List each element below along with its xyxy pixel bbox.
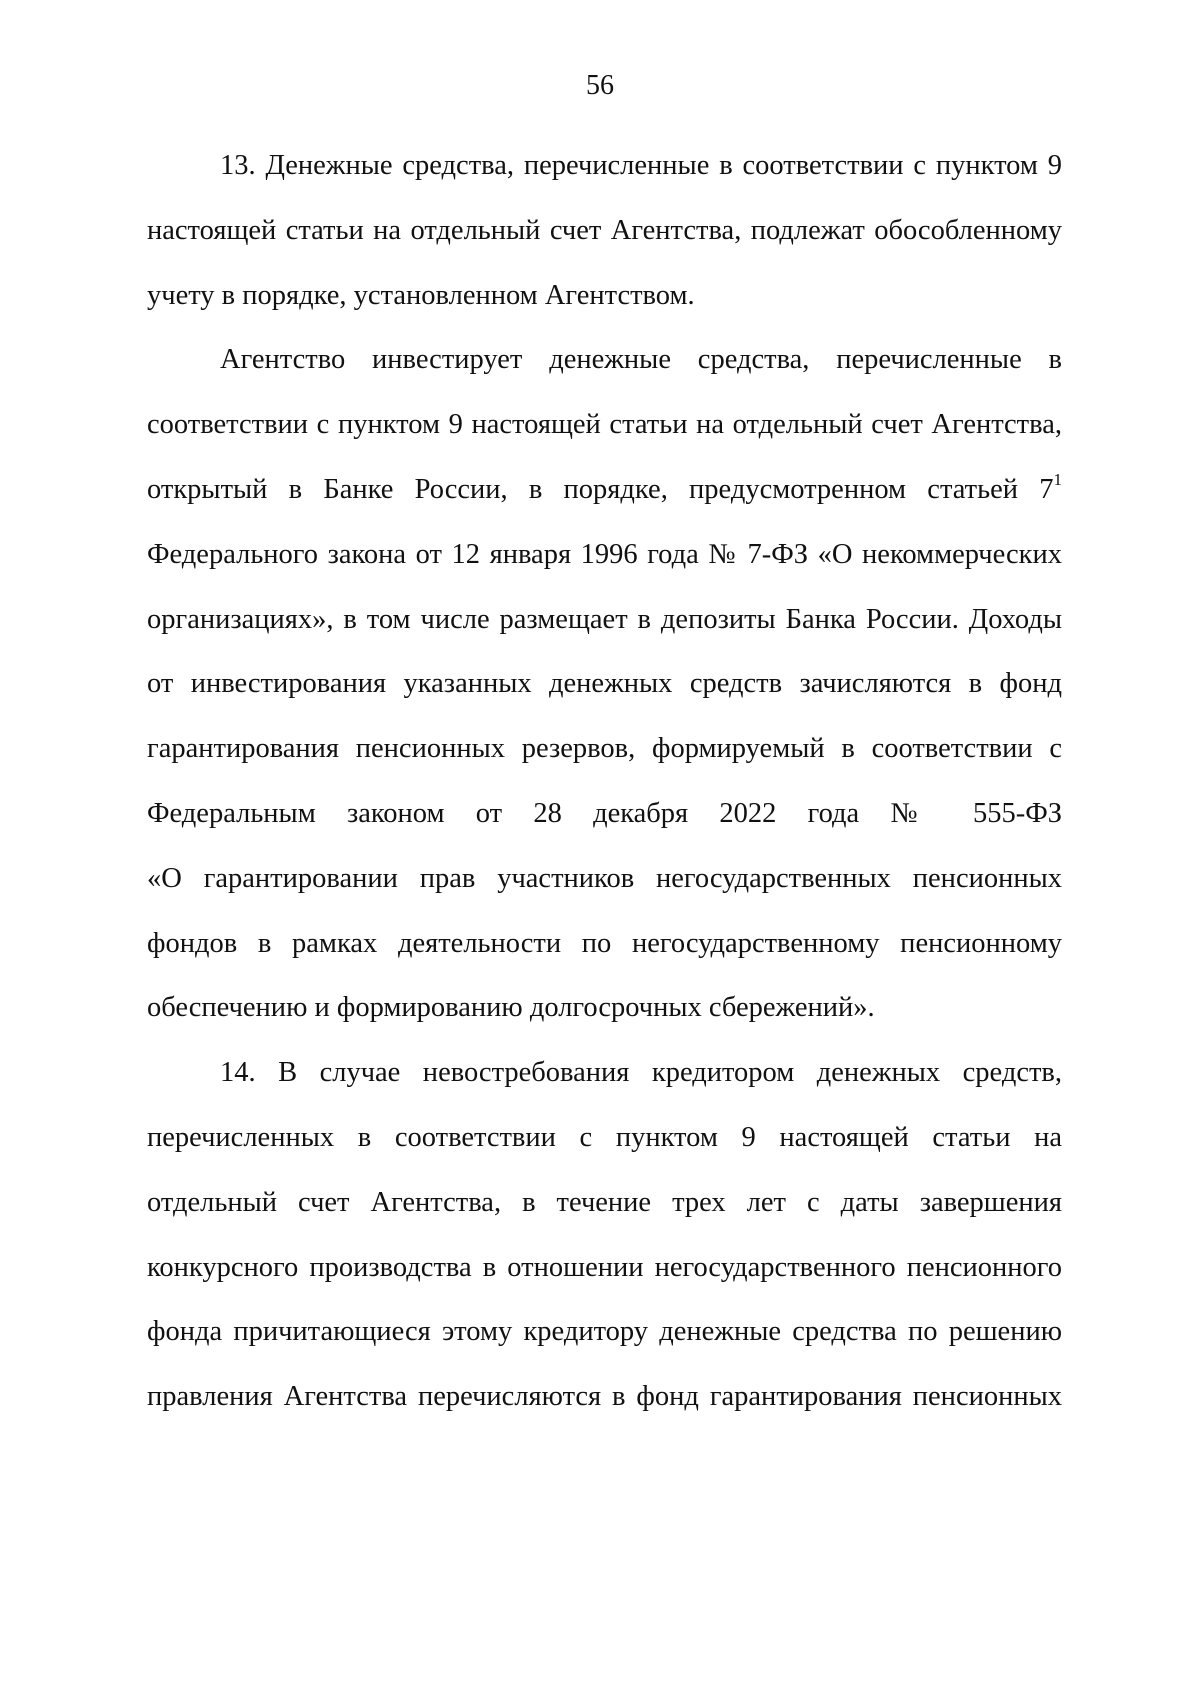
text-line: Агентство инвестирует денежные средства, перечисленные в	[220, 344, 1062, 376]
text-line: 13. Денежные средства, перечисленные в соответствии с пунктом 9	[220, 150, 1062, 181]
text-segment: открытый в Банке России, в порядке, предусмотренном статьей 7	[147, 473, 1054, 505]
text-line: Федеральным законом от 28 декабря 2022 года № 555-ФЗ	[147, 797, 1062, 829]
text-line: фондов в рамках деятельности по негосударственному пенсионному	[147, 927, 1062, 959]
text-line: настоящей статьи на отдельный счет Агентства, подлежат обособленному	[147, 214, 1062, 246]
paragraph-13	[147, 134, 1062, 328]
text-line-with-footnote	[147, 458, 1062, 523]
text-line: 14. В случае невостребования кредитором денежных средств,	[220, 1057, 1062, 1089]
page-number: 56	[586, 70, 614, 101]
article-superscript: 1	[1053, 470, 1062, 490]
text-line: гарантирования пенсионных резервов, формируемый в соответствии с	[147, 733, 1062, 765]
paragraph-14	[147, 1041, 1062, 1430]
text-line: обеспечению и формированию долгосрочных сбережений».	[147, 992, 875, 1024]
text-line: от инвестирования указанных денежных средств зачисляются в фонд	[147, 668, 1062, 700]
text-line: «О гарантировании прав участников негосударственных пенсионных	[147, 862, 1062, 894]
paragraph-agency-investment	[147, 328, 1062, 1041]
text-line: конкурсного производства в отношении негосударственного пенсионного	[147, 1251, 1062, 1283]
text-line: отдельный счет Агентства, в течение трех лет с даты завершения	[147, 1186, 1062, 1218]
document-body	[147, 134, 1062, 1430]
text-line: учету в порядке, установленном Агентством.	[147, 279, 695, 311]
text-line: перечисленных в соответствии с пунктом 9 настоящей статьи на	[147, 1121, 1062, 1153]
text-line: соответствии с пунктом 9 настоящей статьи на отдельный счет Агентства,	[147, 409, 1062, 441]
text-line: Федерального закона от 12 января 1996 года № 7-ФЗ «О некоммерческих	[147, 538, 1062, 570]
text-line: правления Агентства перечисляются в фонд гарантирования пенсионных	[147, 1381, 1062, 1413]
text-line: организациях», в том числе размещает в депозиты Банка России. Доходы	[147, 603, 1062, 635]
text-line: фонда причитающиеся этому кредитору денежные средства по решению	[147, 1316, 1062, 1348]
